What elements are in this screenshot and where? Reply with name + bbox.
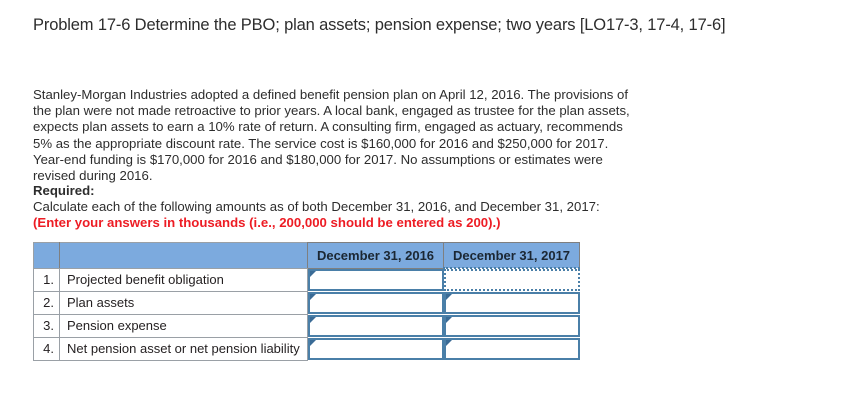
input-cell-wrapper[interactable] (308, 338, 444, 360)
answer-input-row3-2016[interactable] (318, 319, 438, 333)
answer-cell-2017[interactable] (444, 314, 580, 337)
answer-table (33, 242, 580, 361)
required-instruction: Calculate each of the following amounts as of both December 31, 2016, and December 31, 2017: (33, 199, 600, 215)
answer-cell-2016[interactable] (308, 314, 444, 337)
header-cell-label (60, 243, 308, 269)
table-row (34, 268, 580, 291)
table-row (34, 337, 580, 360)
cell-corner-marker-icon (310, 294, 316, 300)
row-number: 1. (34, 268, 60, 291)
answer-cell-2017[interactable] (444, 291, 580, 314)
header-cell-december-31-2017: December 31, 2017 (444, 243, 580, 269)
cell-corner-marker-icon (446, 294, 452, 300)
input-cell-wrapper[interactable] (444, 338, 580, 360)
cell-corner-marker-icon (310, 317, 316, 323)
input-cell-wrapper-focused[interactable] (444, 269, 580, 291)
input-cell-wrapper[interactable] (308, 315, 444, 337)
cell-corner-marker-icon (446, 317, 452, 323)
answer-input-row4-2016[interactable] (318, 342, 438, 356)
header-cell-number (34, 243, 60, 269)
answer-table-wrapper (33, 242, 580, 361)
required-label: Required: (33, 183, 95, 198)
cell-corner-marker-icon (310, 340, 316, 346)
required-emphasis: (Enter your answers in thousands (i.e., 200,000 should be entered as 200).) (33, 215, 501, 231)
input-cell-wrapper[interactable] (308, 292, 444, 314)
answer-input-row1-2017[interactable] (454, 273, 574, 287)
table-row (34, 291, 580, 314)
answer-input-row2-2016[interactable] (318, 296, 438, 310)
table-body (34, 268, 580, 360)
page-title: Problem 17-6 Determine the PBO; plan assets; pension expense; two years [LO17-3, 17-4, 17-6] (33, 16, 726, 34)
required-instruction-line (33, 199, 633, 231)
row-number: 4. (34, 337, 60, 360)
header-cell-december-31-2016: December 31, 2016 (308, 243, 444, 269)
row-label: Net pension asset or net pension liability (60, 337, 308, 360)
table-header-row (34, 243, 580, 269)
answer-input-row1-2016[interactable] (318, 273, 438, 287)
answer-cell-2017[interactable] (444, 337, 580, 360)
row-label: Projected benefit obligation (60, 268, 308, 291)
row-number: 2. (34, 291, 60, 314)
row-number: 3. (34, 314, 60, 337)
answer-cell-2016[interactable] (308, 291, 444, 314)
answer-input-row2-2017[interactable] (454, 296, 574, 310)
input-cell-wrapper[interactable] (444, 315, 580, 337)
cell-corner-marker-icon (446, 340, 452, 346)
answer-cell-2017[interactable] (444, 268, 580, 291)
answer-cell-2016[interactable] (308, 268, 444, 291)
required-block (33, 183, 633, 232)
input-cell-wrapper[interactable] (444, 292, 580, 314)
input-cell-wrapper[interactable] (308, 269, 444, 291)
row-label: Pension expense (60, 314, 308, 337)
cell-corner-marker-icon (310, 271, 316, 277)
scenario-paragraph: Stanley-Morgan Industries adopted a defined benefit pension plan on April 12, 2016. The provisions of the plan were not made retroactive to prior years. A local bank, engaged as trustee for the plan assets, expects plan assets to earn a 10% rate of return. A consulting firm, engaged as actuary, recommends 5% as the appropriate discount rate. The service cost is $160,000 for 2016 and $250,000 for 2017. Year-end funding is $170,000 for 2016 and $180,000 for 2017. No assumptions or estimates were revised during 2016. (33, 87, 630, 184)
table-row (34, 314, 580, 337)
row-label: Plan assets (60, 291, 308, 314)
answer-input-row4-2017[interactable] (454, 342, 574, 356)
answer-input-row3-2017[interactable] (454, 319, 574, 333)
answer-cell-2016[interactable] (308, 337, 444, 360)
